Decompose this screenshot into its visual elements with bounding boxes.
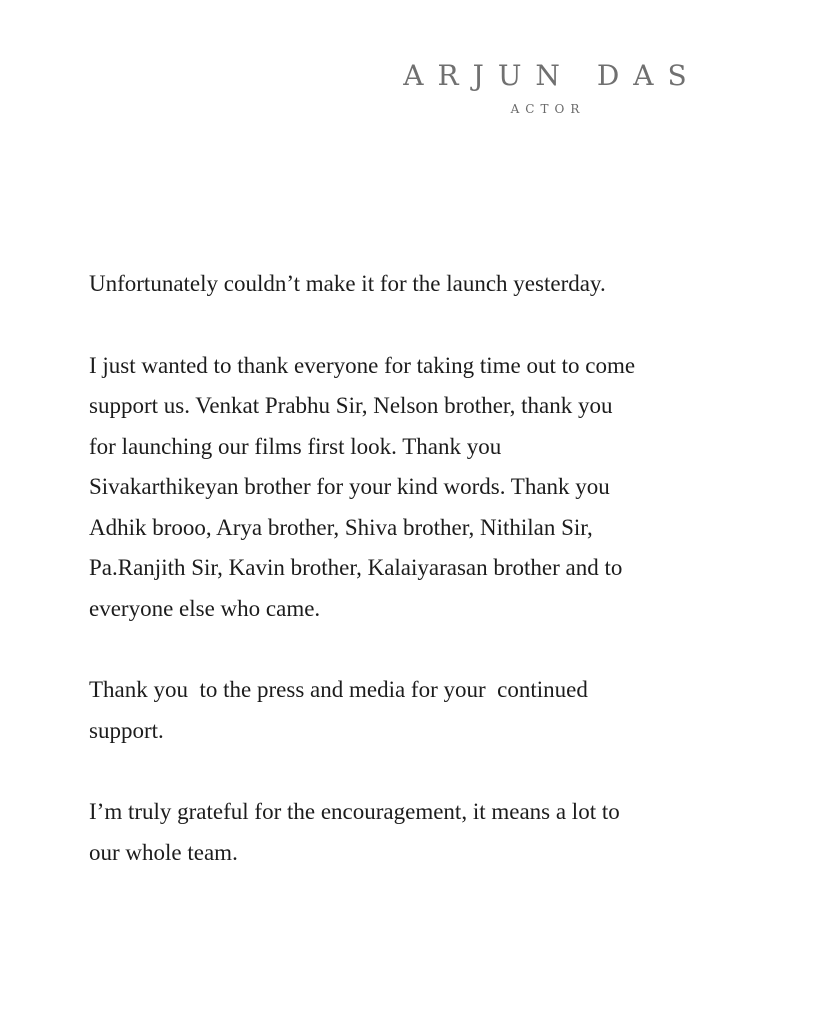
letterhead-name: ARJUN DAS <box>403 59 701 92</box>
paragraph-gratitude <box>89 792 749 873</box>
text-line: Pa.Ranjith Sir, Kavin brother, Kalaiyarasan brother and to <box>89 555 623 580</box>
text-line: support. <box>89 717 164 743</box>
text-line: Adhik brooo, Arya brother, Shiva brother, Nithilan Sir, <box>89 514 593 540</box>
letterhead-role: ACTOR <box>510 102 586 116</box>
text-line: everyone else who came. <box>89 595 321 621</box>
text-line: Thank you to the press and media for your continued <box>89 677 588 702</box>
letterhead <box>340 58 750 116</box>
paragraph-launch-note <box>89 264 749 305</box>
text-line: I’m truly grateful for the encouragement, it means a lot to <box>89 799 620 824</box>
text-line: support us. Venkat Prabhu Sir, Nelson brother, thank you <box>89 393 613 418</box>
text-line: our whole team. <box>89 839 238 865</box>
paragraph-press-thanks <box>89 670 749 751</box>
text-line: I just wanted to thank everyone for taking time out to come <box>89 352 636 378</box>
text-line: Sivakarthikeyan brother for your kind words. Thank you <box>89 474 610 499</box>
letter-body <box>89 264 749 914</box>
text-line: Unfortunately couldn’t make it for the launch yesterday. <box>89 271 606 296</box>
text-line: for launching our films first look. Thank you <box>89 433 502 459</box>
paragraph-thanks <box>89 346 749 630</box>
